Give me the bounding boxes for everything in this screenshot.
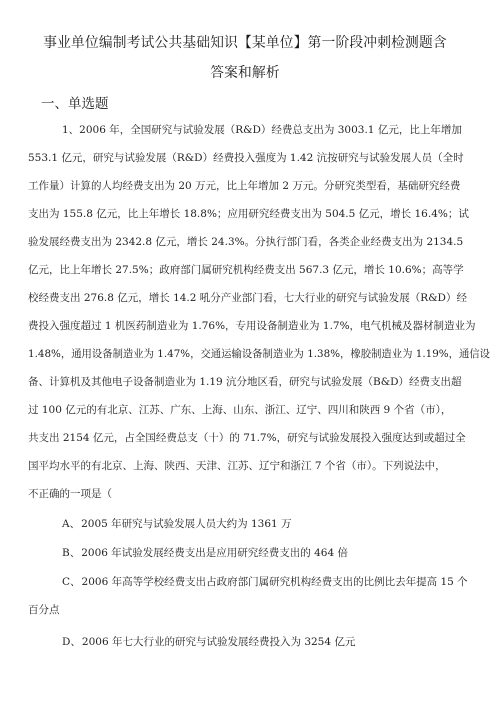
document-title: 事业单位编制考试公共基础知识【某单位】第一阶段冲刺检测题含 (43, 35, 447, 51)
question-line: 备、计算机及其他电子设备制造业为 1.19 沆分地区看，研究与试验发展（B&D）经费支出超 (28, 376, 462, 388)
option-text: 2006 年七大行业的研究与试验发展经费投入为 3254 亿元 (81, 636, 356, 648)
option-c (62, 574, 468, 589)
question-line: 共支出 2154 亿元，占全国经费总支（十）的 71.7%，研究与试验发展投入强度达到或超过全 (28, 432, 466, 444)
option-letter: C、 (62, 576, 81, 588)
option-d (62, 634, 355, 649)
option-text: 2006 年高等学校经费支出占政府部门属研究机构经费支出的比例比去年提高 15 个 (81, 576, 468, 588)
option-a (62, 516, 292, 531)
question-line: 费投入强度超过 1 机医药制造业为 1.76%，专用设备制造业为 1.7%，电气机械及器材制造业为 (28, 320, 476, 332)
option-c-continued (28, 602, 60, 617)
option-text: 2006 年试验发展经费支出是应用研究经费支出的 464 倍 (81, 547, 348, 559)
question-line: 1、2006 年，全国研究与试验发展（R&D）经费总支出为 3003.1 亿元，比上年增加 (62, 124, 462, 136)
option-text: 百分点 (28, 604, 60, 616)
question-line: 553.1 亿元，研究与试验发展（R&D）经费投入强度为 1.42 沆按研究与试验发展人员（全时 (28, 152, 464, 164)
document-title-continued: 答案和解析 (210, 65, 280, 81)
option-letter: B、 (62, 547, 81, 559)
option-letter: D、 (62, 636, 81, 648)
option-b (62, 545, 348, 560)
option-text: 2005 年研究与试验发展人员大约为 1361 万 (81, 518, 292, 530)
question-line: 亿元，比上年增长 27.5%；政府部门属研究机构经费支出 567.3 亿元，增长 10.6%；高等学 (28, 264, 464, 276)
option-letter: A、 (62, 518, 81, 530)
question-line: 1.48%，通用设备制造业为 1.47%，交通运输设备制造业为 1.38%，橡胶制造业为 1.19%，通信设 (28, 348, 490, 360)
question-line: 国平均水平的有北京、上海、陕西、天津、江苏、辽宁和浙江 7 个省（市）。下列说法中， (28, 460, 446, 472)
section-heading: 一、单选题 (41, 96, 109, 112)
question-line: 不正确的一项是（ (28, 488, 112, 500)
question-line: 验发展经费支出为 2342.8 亿元，增长 24.3%。分执行部门看，各类企业经费支出为 2134.5 (28, 236, 464, 248)
question-line: 过 100 亿元的有北京、江苏、广东、上海、山东、浙江、辽宁、四川和陕西 9 个省（市）， (28, 404, 452, 416)
question-line: 支出为 155.8 亿元，比上年增长 18.8%；应用研究经费支出为 504.5 亿元，增长 16.4%；试 (28, 208, 469, 220)
question-line: 校经费支出 276.8 亿元，增长 14.2 吼分产业部门看，七大行业的研究与试验发展（R&D）经 (28, 292, 467, 304)
question-line: 工作量）计算的人均经费支出为 20 万元，比上年增加 2 万元。分研究类型看，基础研究经费 (28, 180, 461, 192)
